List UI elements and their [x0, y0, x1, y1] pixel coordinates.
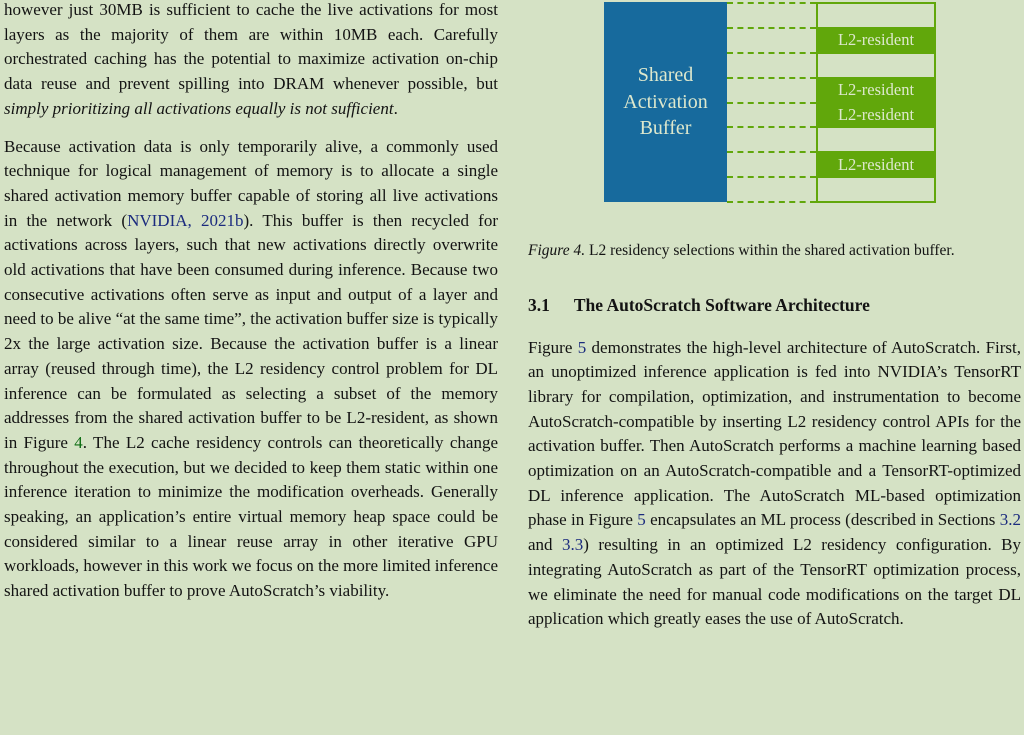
- text-run: Figure 4.: [528, 242, 586, 259]
- dashed-connector-line: [727, 176, 816, 178]
- l2-resident-cell: [816, 102, 936, 129]
- figure-4: [528, 0, 1021, 264]
- connector-lines: [727, 2, 816, 202]
- figure-4-canvas: [528, 0, 1021, 206]
- text-run: .: [393, 98, 398, 118]
- l2-resident-label: L2-resident: [837, 154, 915, 174]
- text-run: encapsulates an ML process (described in Sections: [645, 510, 1000, 530]
- figure-ref-link[interactable]: 4: [74, 432, 83, 452]
- text-run: L2 residency selections within the shared activation buffer.: [585, 242, 955, 259]
- dashed-connector-line: [727, 201, 816, 203]
- non-resident-cell: [816, 2, 936, 29]
- l2-cells-column: [816, 2, 936, 203]
- section-ref-link[interactable]: 5: [637, 510, 646, 530]
- text-run: . The L2 cache residency controls can theoretically change throughout the execution, but we decided to keep them static within one inference iteration to minimize the modification overheads. Generally speaking, an application’s entire virtual memory heap space could be considered similar to a linear reuse array in other iterative GPU workloads, however in this work we focus on the more limited inference shared activation buffer to prove AutoScratch’s viability.: [4, 432, 498, 601]
- dashed-connector-line: [727, 126, 816, 128]
- text-run: ) resulting in an optimized L2 residency configuration. By integrating AutoScratch as part of the TensorRT optimization process, we eliminate the need for manual code modifications on the target DL application which greatly eases the use of AutoScratch.: [528, 535, 1022, 629]
- section-title: The AutoScratch Software Architecture: [573, 294, 870, 315]
- text-run: ). This buffer is then recycled for activations across layers, such that new activations directly overwrite old activations that have been consumed during inference. Because two consecutive activations often serve as input and output of a layer and need to be alive “at the same time”, the activation buffer size is typically 2x the large activation size. Because the activation buffer is a linear array (reused through time), the L2 residency control problem for DL inference can be formulated as selecting a subset of the memory addresses from the shared activation buffer to be L2-resident, as shown in Figure: [4, 210, 499, 452]
- section-heading: [528, 295, 1021, 315]
- non-resident-cell: [816, 176, 936, 203]
- section-number: 3.1: [528, 294, 550, 315]
- paragraph: [528, 336, 1021, 632]
- l2-resident-cell: [816, 77, 936, 104]
- section-ref-link[interactable]: 5: [577, 337, 587, 357]
- figure-caption: [528, 239, 1021, 264]
- text-run: demonstrates the high-level architecture of AutoScratch. First, an unoptimized inference application is fed into NVIDIA’s TensorRT library for compilation, optimization, and instrumentation to become AutoScratch-compatible by inserting L2 residency control APIs for the activation buffer. Then AutoScratch performs a machine learning based optimization on an AutoScratch-compatible and a TensorRT-optimized DL inference application. The AutoScratch ML-based optimization phase in Figure: [528, 337, 1021, 530]
- l2-resident-cell: [816, 27, 936, 54]
- paragraph: [4, 0, 498, 122]
- right-column: [528, 0, 1021, 632]
- dashed-connector-line: [727, 52, 816, 54]
- text-run: Figure: [528, 337, 578, 357]
- paragraph: [4, 135, 498, 604]
- section-ref-link[interactable]: 3.2: [999, 510, 1021, 530]
- section-ref-link[interactable]: 3.3: [562, 535, 584, 555]
- l2-resident-label: L2-resident: [837, 104, 915, 124]
- dashed-connector-line: [727, 27, 816, 29]
- dashed-connector-line: [727, 2, 816, 4]
- non-resident-cell: [816, 52, 936, 79]
- citation-link[interactable]: NVIDIA, 2021b: [127, 210, 244, 230]
- non-resident-cell: [816, 126, 936, 153]
- dashed-connector-line: [727, 77, 816, 79]
- text-run: and: [528, 535, 563, 555]
- dashed-connector-line: [727, 151, 816, 153]
- text-run: however just 30MB is sufficient to cache the live activations for most layers as the majority of them are within 10MB each. Carefully orchestrated caching has the potential to maximize activation on-chip data reuse and prevent spilling into DRAM whenever possible, but: [4, 0, 498, 94]
- shared-activation-buffer-box: [604, 2, 727, 202]
- shared-activation-buffer-label: Shared Activation Buffer: [623, 64, 708, 140]
- l2-resident-label: L2-resident: [837, 30, 915, 50]
- left-column: [4, 0, 498, 604]
- l2-resident-label: L2-resident: [837, 80, 915, 100]
- l2-resident-cell: [816, 151, 936, 178]
- dashed-connector-line: [727, 102, 816, 104]
- text-run: Because activation data is only temporarily alive, a commonly used technique for logical management of memory is to allocate a single shared activation memory buffer capable of storing all live activations in the network (: [4, 136, 498, 230]
- text-run: simply prioritizing all activations equally is not sufficient: [4, 98, 394, 118]
